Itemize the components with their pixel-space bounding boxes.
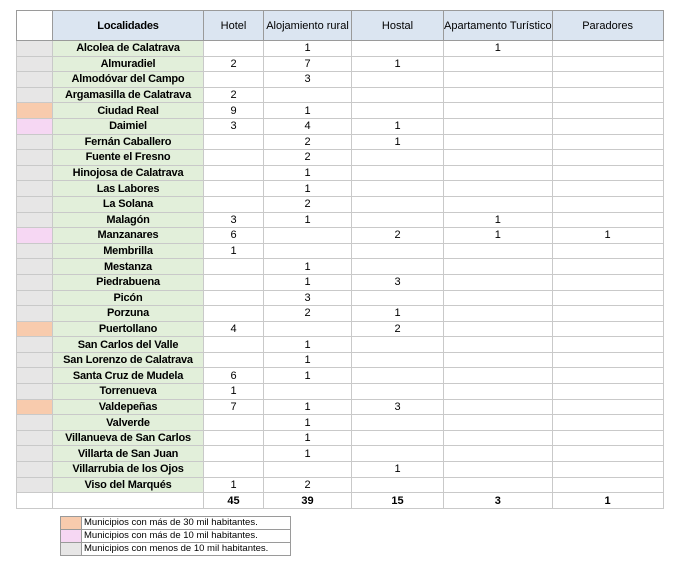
apartamento-turistico-count	[444, 259, 553, 275]
table-row	[17, 118, 664, 134]
table-row	[17, 181, 664, 197]
hotel-count: 7	[204, 399, 264, 415]
legend	[60, 516, 291, 556]
paradores-count	[552, 274, 663, 290]
legend-label: Municipios con más de 10 mil habitantes.	[82, 530, 291, 543]
population-category-marker	[17, 477, 53, 493]
population-category-marker	[17, 103, 53, 119]
hostal-count: 2	[352, 321, 444, 337]
hotel-count: 2	[204, 56, 264, 72]
alojamiento-rural-count	[264, 384, 352, 400]
legend-swatch	[61, 530, 82, 543]
apartamento-turistico-count	[444, 87, 553, 103]
apartamento-turistico-count	[444, 415, 553, 431]
locality-name: Manzanares	[53, 228, 204, 244]
hostal-count	[352, 368, 444, 384]
alojamiento-rural-count: 2	[264, 150, 352, 166]
hotel-count: 4	[204, 321, 264, 337]
population-category-marker	[17, 243, 53, 259]
alojamiento-rural-count	[264, 462, 352, 478]
locality-name: Villanueva de San Carlos	[53, 430, 204, 446]
hotel-count	[204, 196, 264, 212]
population-category-marker	[17, 415, 53, 431]
paradores-count	[552, 196, 663, 212]
paradores-count	[552, 41, 663, 57]
hostal-count	[352, 430, 444, 446]
paradores-count	[552, 56, 663, 72]
hostal-count	[352, 415, 444, 431]
apartamento-turistico-count	[444, 134, 553, 150]
apartamento-turistico-count	[444, 352, 553, 368]
locality-name: Ciudad Real	[53, 103, 204, 119]
apartamento-turistico-count	[444, 165, 553, 181]
alojamiento-rural-count: 1	[264, 368, 352, 384]
legend-item	[61, 543, 291, 556]
table-row	[17, 56, 664, 72]
table-row	[17, 212, 664, 228]
hostal-count	[352, 352, 444, 368]
hostal-count: 1	[352, 306, 444, 322]
alojamiento-rural-count: 2	[264, 306, 352, 322]
hotel-count	[204, 259, 264, 275]
hotel-count	[204, 165, 264, 181]
alojamiento-rural-count: 3	[264, 72, 352, 88]
alojamiento-rural-count: 1	[264, 337, 352, 353]
hostal-count: 2	[352, 228, 444, 244]
locality-name: Valdepeñas	[53, 399, 204, 415]
table-row	[17, 134, 664, 150]
paradores-count	[552, 352, 663, 368]
hotel-count: 3	[204, 118, 264, 134]
hotel-count	[204, 181, 264, 197]
population-category-marker	[17, 196, 53, 212]
population-category-marker	[17, 462, 53, 478]
locality-name: San Carlos del Valle	[53, 337, 204, 353]
hostal-count	[352, 72, 444, 88]
population-category-marker	[17, 368, 53, 384]
table-row	[17, 306, 664, 322]
locality-name: Villarta de San Juan	[53, 446, 204, 462]
hostal-count	[352, 181, 444, 197]
alojamiento-rural-count: 2	[264, 477, 352, 493]
population-category-marker	[17, 337, 53, 353]
legend-swatch	[61, 543, 82, 556]
alojamiento-rural-count	[264, 228, 352, 244]
population-category-marker	[17, 274, 53, 290]
hotel-count	[204, 462, 264, 478]
hostal-count	[352, 259, 444, 275]
table-row	[17, 165, 664, 181]
locality-name: Almodóvar del Campo	[53, 72, 204, 88]
hotel-count: 9	[204, 103, 264, 119]
locality-name: Picón	[53, 290, 204, 306]
apartamento-turistico-total: 3	[444, 493, 553, 509]
population-category-marker	[17, 118, 53, 134]
locality-name: La Solana	[53, 196, 204, 212]
population-category-marker	[17, 384, 53, 400]
hostal-count: 3	[352, 274, 444, 290]
table-row	[17, 462, 664, 478]
alojamiento-rural-count: 2	[264, 196, 352, 212]
alojamiento-rural-count: 2	[264, 134, 352, 150]
apartamento-turistico-count	[444, 118, 553, 134]
apartamento-turistico-count	[444, 337, 553, 353]
paradores-count	[552, 446, 663, 462]
apartamento-turistico-count	[444, 368, 553, 384]
paradores-count	[552, 430, 663, 446]
apartamento-turistico-count	[444, 384, 553, 400]
paradores-count	[552, 399, 663, 415]
locality-name: Torrenueva	[53, 384, 204, 400]
alojamiento-rural-count: 1	[264, 352, 352, 368]
apartamento-turistico-count	[444, 72, 553, 88]
hostal-count	[352, 337, 444, 353]
apartamento-turistico-count	[444, 103, 553, 119]
header-localidades: Localidades	[53, 11, 204, 41]
header-alojamiento-rural: Alojamiento rural	[264, 11, 352, 41]
apartamento-turistico-count	[444, 56, 553, 72]
paradores-count	[552, 87, 663, 103]
paradores-count	[552, 477, 663, 493]
paradores-count	[552, 118, 663, 134]
alojamiento-rural-count	[264, 243, 352, 259]
alojamiento-rural-count: 1	[264, 41, 352, 57]
alojamiento-rural-total: 39	[264, 493, 352, 509]
locality-name: Fuente el Fresno	[53, 150, 204, 166]
apartamento-turistico-count: 1	[444, 212, 553, 228]
alojamiento-rural-count: 1	[264, 165, 352, 181]
paradores-count	[552, 290, 663, 306]
legend-swatch	[61, 517, 82, 530]
apartamento-turistico-count: 1	[444, 41, 553, 57]
alojamiento-rural-count: 1	[264, 274, 352, 290]
paradores-count	[552, 243, 663, 259]
paradores-count	[552, 181, 663, 197]
locality-name: Villarrubia de los Ojos	[53, 462, 204, 478]
hostal-count: 1	[352, 462, 444, 478]
table-row	[17, 72, 664, 88]
alojamiento-rural-count: 1	[264, 446, 352, 462]
table-row	[17, 321, 664, 337]
apartamento-turistico-count: 1	[444, 228, 553, 244]
paradores-count: 1	[552, 228, 663, 244]
apartamento-turistico-count	[444, 462, 553, 478]
locality-name: Porzuna	[53, 306, 204, 322]
legend-item	[61, 517, 291, 530]
hostal-count	[352, 165, 444, 181]
hostal-count: 3	[352, 399, 444, 415]
locality-name: Hinojosa de Calatrava	[53, 165, 204, 181]
totals-label-cell	[53, 493, 204, 509]
locality-name: Malagón	[53, 212, 204, 228]
apartamento-turistico-count	[444, 196, 553, 212]
hostal-count	[352, 384, 444, 400]
hostal-count	[352, 290, 444, 306]
population-category-marker	[17, 259, 53, 275]
hotel-count	[204, 150, 264, 166]
alojamiento-rural-count: 1	[264, 181, 352, 197]
population-category-marker	[17, 446, 53, 462]
population-category-marker	[17, 430, 53, 446]
hostal-count	[352, 212, 444, 228]
hostal-count	[352, 446, 444, 462]
locality-name: Argamasilla de Calatrava	[53, 87, 204, 103]
table-row	[17, 243, 664, 259]
apartamento-turistico-count	[444, 243, 553, 259]
paradores-count	[552, 462, 663, 478]
apartamento-turistico-count	[444, 274, 553, 290]
hotel-count: 1	[204, 384, 264, 400]
locality-name: Daimiel	[53, 118, 204, 134]
table-row	[17, 430, 664, 446]
locality-name: Membrilla	[53, 243, 204, 259]
hotel-count	[204, 134, 264, 150]
table-row	[17, 399, 664, 415]
locality-name: Puertollano	[53, 321, 204, 337]
alojamiento-rural-count	[264, 87, 352, 103]
locality-name: Piedrabuena	[53, 274, 204, 290]
paradores-count	[552, 306, 663, 322]
hotel-count: 6	[204, 228, 264, 244]
population-category-marker	[17, 228, 53, 244]
population-category-marker	[17, 290, 53, 306]
apartamento-turistico-count	[444, 430, 553, 446]
table-row	[17, 87, 664, 103]
hotel-count	[204, 41, 264, 57]
hotel-count	[204, 274, 264, 290]
header-hostal: Hostal	[352, 11, 444, 41]
paradores-count	[552, 212, 663, 228]
hotel-count	[204, 446, 264, 462]
hotel-count	[204, 430, 264, 446]
locality-name: Almuradiel	[53, 56, 204, 72]
apartamento-turistico-count	[444, 150, 553, 166]
hostal-count	[352, 150, 444, 166]
population-category-marker	[17, 352, 53, 368]
header-apartamento-turistico: Apartamento Turístico	[444, 11, 553, 41]
paradores-count	[552, 259, 663, 275]
population-category-marker	[17, 56, 53, 72]
population-category-marker	[17, 87, 53, 103]
paradores-count	[552, 321, 663, 337]
hotel-total: 45	[204, 493, 264, 509]
alojamiento-rural-count: 3	[264, 290, 352, 306]
alojamiento-rural-count: 7	[264, 56, 352, 72]
table-row	[17, 274, 664, 290]
header-category-cell	[17, 11, 53, 41]
hotel-count: 3	[204, 212, 264, 228]
locality-name: Valverde	[53, 415, 204, 431]
alojamiento-rural-count: 1	[264, 399, 352, 415]
hostal-count	[352, 196, 444, 212]
table-row	[17, 368, 664, 384]
table-row	[17, 290, 664, 306]
hotel-count: 1	[204, 477, 264, 493]
apartamento-turistico-count	[444, 446, 553, 462]
lodging-table	[16, 10, 664, 509]
hotel-count: 6	[204, 368, 264, 384]
hotel-count	[204, 415, 264, 431]
totals-row	[17, 493, 664, 509]
hotel-count	[204, 306, 264, 322]
population-category-marker	[17, 399, 53, 415]
legend-label: Municipios con menos de 10 mil habitantes.	[82, 543, 291, 556]
paradores-count	[552, 165, 663, 181]
table-row	[17, 103, 664, 119]
table-row	[17, 337, 664, 353]
locality-name: Mestanza	[53, 259, 204, 275]
hostal-count	[352, 243, 444, 259]
table-row	[17, 41, 664, 57]
table-row	[17, 259, 664, 275]
paradores-count	[552, 337, 663, 353]
header-row	[17, 11, 664, 41]
population-category-marker	[17, 72, 53, 88]
table-row	[17, 446, 664, 462]
table-row	[17, 150, 664, 166]
hostal-total: 15	[352, 493, 444, 509]
hostal-count	[352, 87, 444, 103]
hostal-count: 1	[352, 118, 444, 134]
hotel-count	[204, 352, 264, 368]
apartamento-turistico-count	[444, 181, 553, 197]
header-paradores: Paradores	[552, 11, 663, 41]
locality-name: Viso del Marqués	[53, 477, 204, 493]
paradores-count	[552, 368, 663, 384]
population-category-marker	[17, 212, 53, 228]
population-category-marker	[17, 306, 53, 322]
legend-item	[61, 530, 291, 543]
apartamento-turistico-count	[444, 290, 553, 306]
table-row	[17, 415, 664, 431]
paradores-count	[552, 72, 663, 88]
population-category-marker	[17, 134, 53, 150]
alojamiento-rural-count	[264, 321, 352, 337]
hostal-count	[352, 477, 444, 493]
population-category-marker	[17, 181, 53, 197]
table-row	[17, 196, 664, 212]
hotel-count	[204, 72, 264, 88]
locality-name: Alcolea de Calatrava	[53, 41, 204, 57]
paradores-total: 1	[552, 493, 663, 509]
paradores-count	[552, 134, 663, 150]
alojamiento-rural-count: 1	[264, 212, 352, 228]
population-category-marker	[17, 321, 53, 337]
paradores-count	[552, 150, 663, 166]
hotel-count	[204, 337, 264, 353]
table-row	[17, 228, 664, 244]
apartamento-turistico-count	[444, 399, 553, 415]
alojamiento-rural-count: 1	[264, 415, 352, 431]
population-category-marker	[17, 41, 53, 57]
hotel-count: 1	[204, 243, 264, 259]
alojamiento-rural-count: 1	[264, 103, 352, 119]
hostal-count	[352, 103, 444, 119]
alojamiento-rural-count: 4	[264, 118, 352, 134]
header-hotel: Hotel	[204, 11, 264, 41]
paradores-count	[552, 384, 663, 400]
paradores-count	[552, 415, 663, 431]
table-row	[17, 384, 664, 400]
apartamento-turistico-count	[444, 477, 553, 493]
hostal-count	[352, 41, 444, 57]
alojamiento-rural-count: 1	[264, 259, 352, 275]
totals-blank-cell	[17, 493, 53, 509]
locality-name: Santa Cruz de Mudela	[53, 368, 204, 384]
hostal-count: 1	[352, 56, 444, 72]
locality-name: San Lorenzo de Calatrava	[53, 352, 204, 368]
paradores-count	[552, 103, 663, 119]
alojamiento-rural-count: 1	[264, 430, 352, 446]
apartamento-turistico-count	[444, 321, 553, 337]
locality-name: Fernán Caballero	[53, 134, 204, 150]
table-row	[17, 477, 664, 493]
hotel-count	[204, 290, 264, 306]
legend-label: Municipios con más de 30 mil habitantes.	[82, 517, 291, 530]
population-category-marker	[17, 165, 53, 181]
hotel-count: 2	[204, 87, 264, 103]
table-row	[17, 352, 664, 368]
locality-name: Las Labores	[53, 181, 204, 197]
apartamento-turistico-count	[444, 306, 553, 322]
population-category-marker	[17, 150, 53, 166]
hostal-count: 1	[352, 134, 444, 150]
